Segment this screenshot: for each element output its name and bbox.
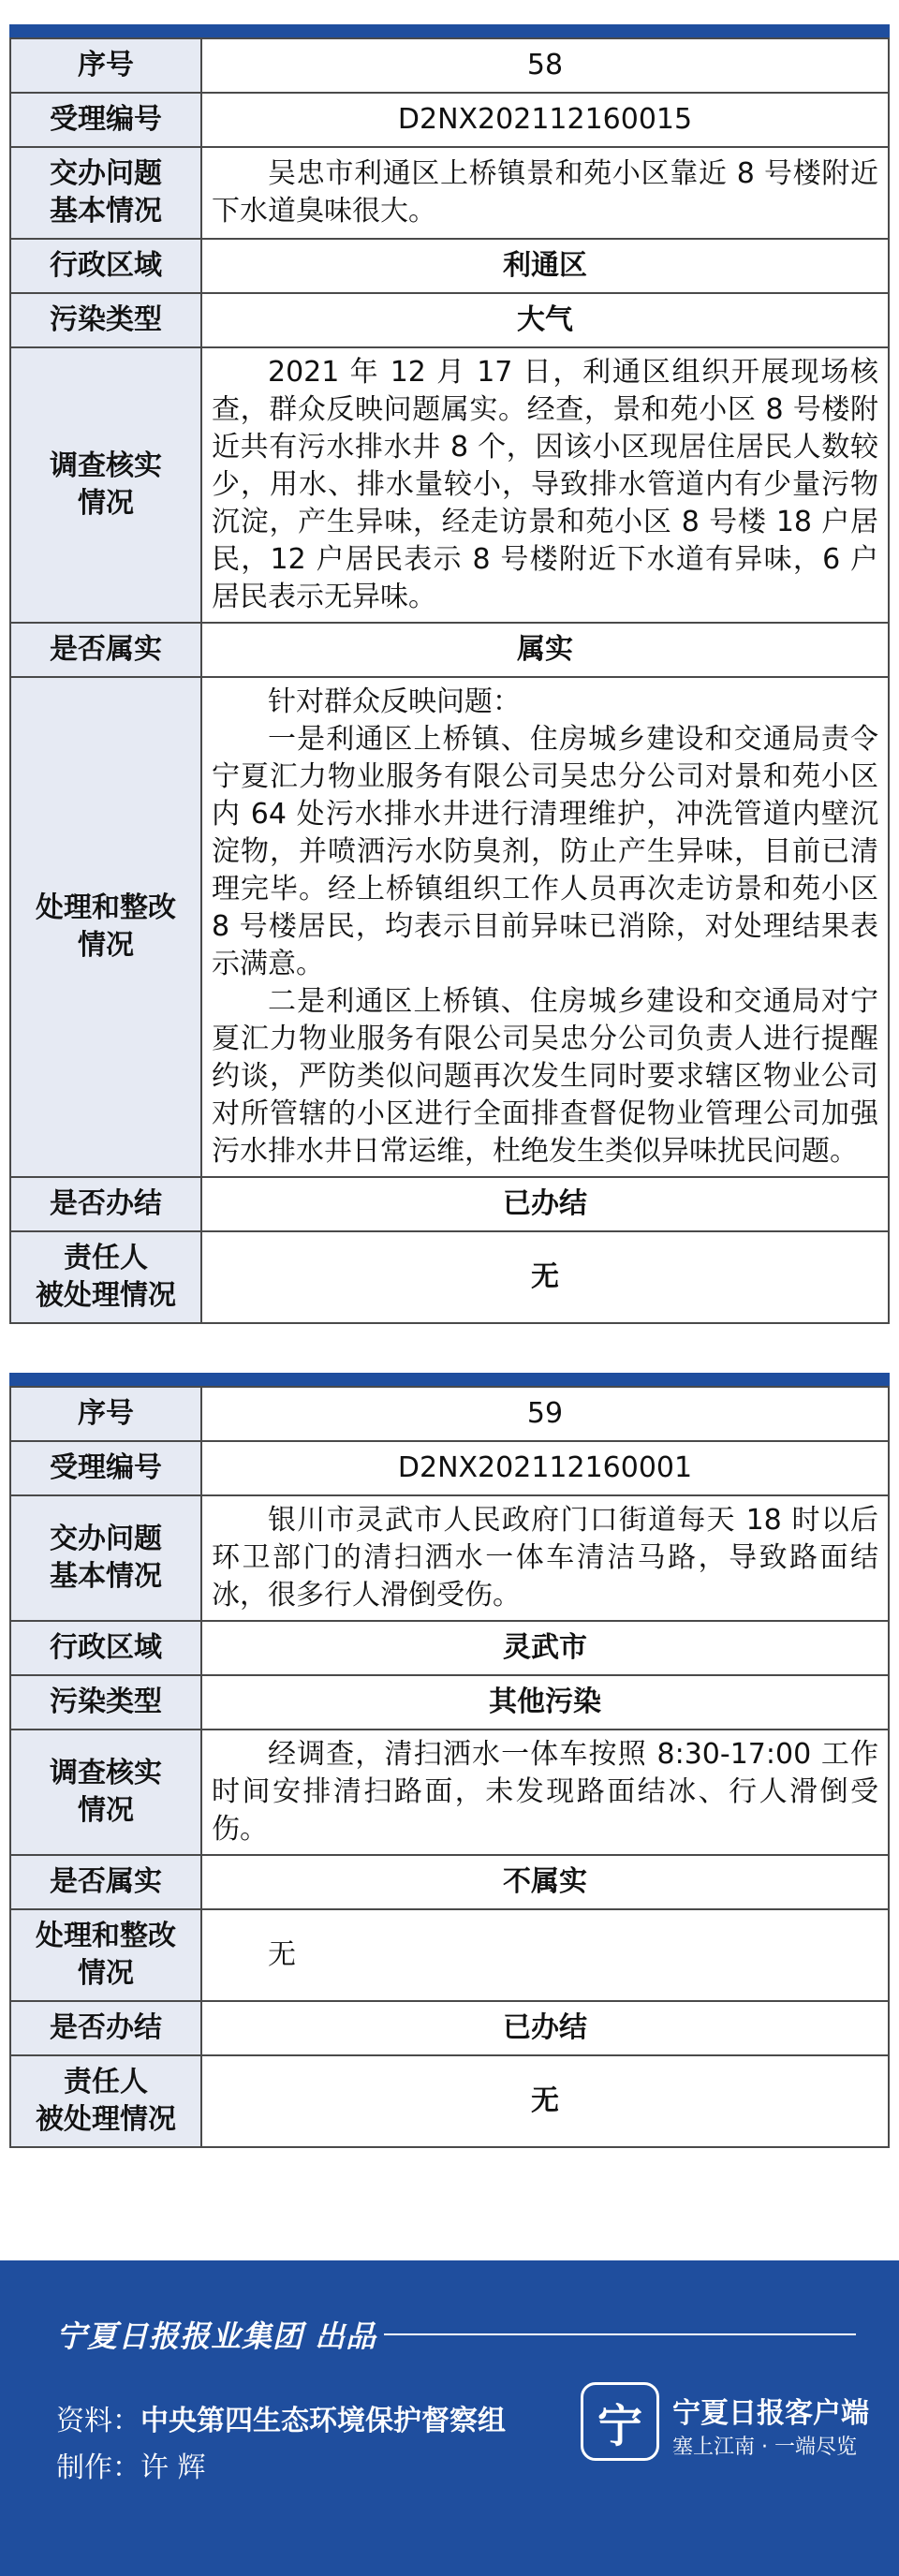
value-verified: 不属实 [201, 1855, 889, 1909]
label-accept-no: 受理编号 [10, 93, 201, 147]
handling-paragraph: 一是利通区上桥镇、住房城乡建设和交通局责令宁夏汇力物业服务有限公司吴忠分公司对景和苑小区内 64 处污水排水井进行清理维护，冲洗管道内壁沉淀物，并喷洒污水防臭剂，防止产生异味，目前已清理完毕。经上桥镇组织工作人员再次走访景和苑小区 8 号楼居民，均表示目前异味已消除，对处理结果表示满意。 [212, 723, 878, 980]
label-accept-no: 受理编号 [10, 1441, 201, 1495]
value-issue: 吴忠市利通区上桥镇景和苑小区靠近 8 号楼附近下水道臭味很大。 [201, 147, 889, 239]
label-issue: 交办问题 基本情况 [10, 147, 201, 239]
row-accept-no [10, 1441, 889, 1495]
card-top-bar [9, 24, 890, 37]
label-investigation: 调查核实 情况 [10, 1730, 201, 1855]
footer-brand: 宁夏日报客户端 [672, 2397, 869, 2430]
value-seq: 59 [201, 1387, 889, 1441]
row-issue [10, 147, 889, 239]
row-seq [10, 38, 889, 93]
value-investigation: 经调查，清扫洒水一体车按照 8:30-17:00 工作时间安排清扫路面，未发现路面结冰、行人滑倒受伤。 [201, 1730, 889, 1855]
label-pollution: 污染类型 [10, 1675, 201, 1730]
label-region: 行政区域 [10, 239, 201, 293]
handling-paragraph: 二是利通区上桥镇、住房城乡建设和交通局对宁夏汇力物业服务有限公司吴忠分公司负责人进行提醒约谈，严防类似问题再次发生同时要求辖区物业公司对所管辖的小区进行全面排查督促物业管理公司加强污水排水井日常运维，杜绝发生类似异味扰民问题。 [212, 985, 878, 1168]
row-region [10, 1621, 889, 1675]
label-responsible: 责任人 被处理情况 [10, 1231, 201, 1323]
row-verified [10, 1855, 889, 1909]
record-card-58 [9, 24, 890, 1324]
label-pollution: 污染类型 [10, 293, 201, 347]
value-issue: 银川市灵武市人民政府门口街道每天 18 时以后环卫部门的清扫洒水一体车清洁马路，导致路面结冰，很多行人滑倒受伤。 [201, 1495, 889, 1621]
row-pollution [10, 293, 889, 347]
value-verified: 属实 [201, 623, 889, 677]
value-handling [201, 677, 889, 1177]
row-closed [10, 1177, 889, 1231]
value-pollution: 其他污染 [201, 1675, 889, 1730]
label-closed: 是否办结 [10, 2001, 201, 2055]
label-closed: 是否办结 [10, 1177, 201, 1231]
record-card-59 [9, 1373, 890, 2148]
row-accept-no [10, 93, 889, 147]
value-pollution: 大气 [201, 293, 889, 347]
value-accept-no: D2NX202112160015 [201, 93, 889, 147]
value-closed: 已办结 [201, 2001, 889, 2055]
card-top-bar [9, 1373, 890, 1386]
row-issue [10, 1495, 889, 1621]
footer-slogan: 塞上江南 · 一端尽览 [672, 2436, 857, 2459]
record-table [9, 1386, 890, 2148]
footer-source: 资料：中央第四生态环境保护督察组 [56, 2405, 506, 2437]
row-verified [10, 623, 889, 677]
row-investigation [10, 1730, 889, 1855]
value-responsible: 无 [201, 1231, 889, 1323]
label-handling: 处理和整改 情况 [10, 1909, 201, 2001]
label-verified: 是否属实 [10, 1855, 201, 1909]
value-region: 灵武市 [201, 1621, 889, 1675]
row-handling [10, 1909, 889, 2001]
row-pollution [10, 1675, 889, 1730]
label-responsible: 责任人 被处理情况 [10, 2055, 201, 2147]
label-seq: 序号 [10, 38, 201, 93]
footer [0, 2260, 899, 2576]
row-seq [10, 1387, 889, 1441]
app-logo-icon: 宁 [581, 2382, 659, 2461]
footer-author: 制作：许 辉 [56, 2451, 206, 2484]
row-investigation [10, 347, 889, 623]
label-seq: 序号 [10, 1387, 201, 1441]
value-handling: 无 [201, 1909, 889, 2001]
record-table [9, 37, 890, 1324]
row-responsible [10, 2055, 889, 2147]
value-responsible: 无 [201, 2055, 889, 2147]
label-handling: 处理和整改 情况 [10, 677, 201, 1177]
value-region: 利通区 [201, 239, 889, 293]
row-closed [10, 2001, 889, 2055]
label-issue: 交办问题 基本情况 [10, 1495, 201, 1621]
value-seq: 58 [201, 38, 889, 93]
row-handling [10, 677, 889, 1177]
value-investigation: 2021 年 12 月 17 日，利通区组织开展现场核查，群众反映问题属实。经查，景和苑小区 8 号楼附近共有污水排水井 8 个，因该小区现居住居民人数较少，用水、排水量较小，导致排水管道内有少量污物沉淀，产生异味，经走访景和苑小区 8 号楼 18 户居民，12 户居民表示 8 号楼附近下水道有异味，6 户居民表示无异味。 [201, 347, 889, 623]
footer-publisher: 宁夏日报报业集团 出品 [56, 2318, 377, 2354]
row-region [10, 239, 889, 293]
value-closed: 已办结 [201, 1177, 889, 1231]
label-region: 行政区域 [10, 1621, 201, 1675]
label-verified: 是否属实 [10, 623, 201, 677]
card-gap [0, 1324, 899, 1373]
row-responsible [10, 1231, 889, 1323]
footer-divider [384, 2333, 856, 2335]
label-investigation: 调查核实 情况 [10, 347, 201, 623]
handling-paragraph: 针对群众反映问题： [268, 685, 521, 718]
value-accept-no: D2NX202112160001 [201, 1441, 889, 1495]
